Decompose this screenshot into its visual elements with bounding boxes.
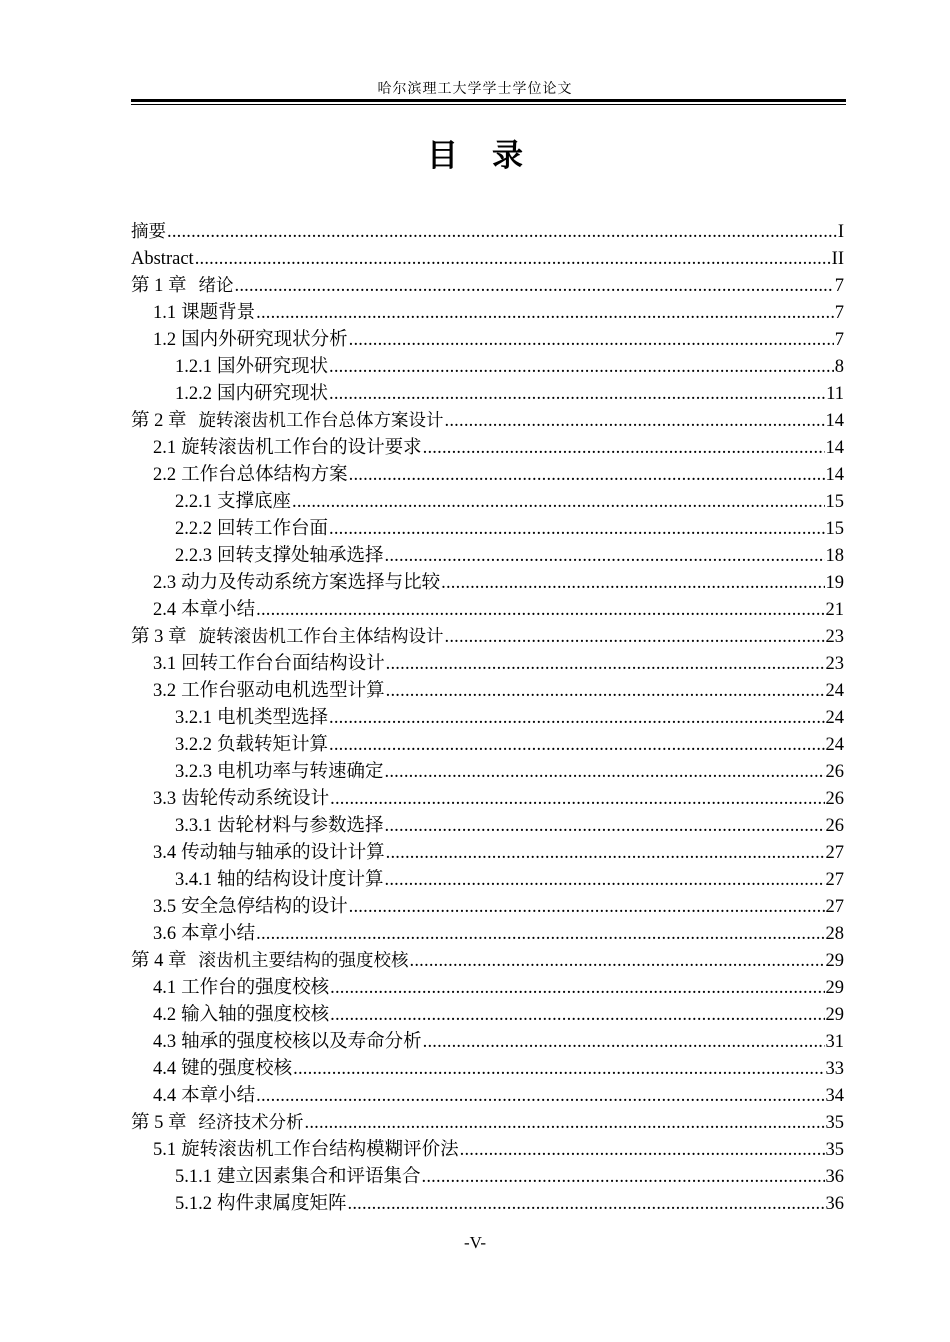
- toc-dot-leader: [329, 705, 824, 732]
- toc-entry[interactable]: [131, 867, 844, 894]
- toc-entry[interactable]: [131, 489, 844, 516]
- toc-entry[interactable]: [131, 1137, 844, 1164]
- toc-entry-number: 第 1 章: [131, 276, 187, 296]
- toc-entry-title: 传动轴与轴承的设计计算: [181, 843, 385, 863]
- table-of-contents: [131, 219, 844, 1218]
- toc-entry-title: 轴承的强度校核以及寿命分析: [181, 1032, 422, 1052]
- toc-dot-leader: [410, 948, 825, 975]
- toc-dot-leader: [386, 651, 825, 678]
- toc-dot-leader: [305, 1110, 825, 1137]
- toc-entry[interactable]: [131, 705, 844, 732]
- toc-dot-leader: [385, 867, 825, 894]
- toc-dot-leader: [348, 1191, 825, 1218]
- toc-entry-number: 3.4: [153, 843, 177, 863]
- toc-entry-title: 回转工作台台面结构设计: [181, 654, 385, 674]
- toc-dot-leader: [349, 462, 825, 489]
- toc-dot-leader: [293, 1056, 824, 1083]
- toc-dot-leader: [330, 975, 824, 1002]
- toc-entry-title: 绪论: [198, 276, 234, 296]
- toc-entry[interactable]: [131, 543, 844, 570]
- toc-dot-leader: [329, 732, 824, 759]
- toc-entry-number: 第 5 章: [131, 1113, 187, 1133]
- toc-entry-title: 支撑底座: [217, 492, 292, 512]
- toc-entry[interactable]: [131, 975, 844, 1002]
- toc-dot-leader: [386, 840, 825, 867]
- toc-entry[interactable]: [131, 786, 844, 813]
- toc-entry[interactable]: [131, 1083, 844, 1110]
- toc-entry[interactable]: [131, 732, 844, 759]
- page-title: 目录: [427, 138, 557, 174]
- toc-entry-page: 24: [825, 681, 844, 701]
- toc-entry-number: 1.2.2: [175, 384, 212, 404]
- toc-dot-leader: [330, 1002, 824, 1029]
- toc-entry-title: 输入轴的强度校核: [181, 1005, 330, 1025]
- toc-entry-number: 3.2.1: [175, 708, 212, 728]
- toc-dot-leader: [445, 624, 825, 651]
- toc-dot-leader: [330, 786, 824, 813]
- toc-entry-title: 旋转滚齿机工作台的设计要求: [181, 438, 422, 458]
- toc-entry-title: 经济技术分析: [198, 1113, 304, 1133]
- toc-entry-page: 14: [825, 411, 844, 431]
- toc-dot-leader: [385, 759, 825, 786]
- toc-dot-leader: [422, 1164, 825, 1191]
- toc-entry-title: 齿轮材料与参数选择: [217, 816, 384, 836]
- toc-entry-number: 5.1.1: [175, 1167, 212, 1187]
- toc-entry-title: 本章小结: [181, 924, 256, 944]
- toc-entry[interactable]: [131, 570, 844, 597]
- toc-entry[interactable]: [131, 1056, 844, 1083]
- toc-entry[interactable]: [131, 219, 844, 246]
- toc-entry-title: 安全急停结构的设计: [181, 897, 348, 917]
- toc-entry-number: 3.3: [153, 789, 177, 809]
- toc-dot-leader: [329, 381, 825, 408]
- toc-entry-number: 2.3: [153, 573, 177, 593]
- toc-entry-title: 构件隶属度矩阵: [217, 1194, 347, 1214]
- toc-entry-page: 24: [825, 735, 844, 755]
- toc-entry-page: 33: [825, 1059, 844, 1079]
- toc-entry-title: 旋转滚齿机工作台结构模糊评价法: [181, 1140, 459, 1160]
- toc-dot-leader: [441, 570, 824, 597]
- toc-entry[interactable]: [131, 624, 844, 651]
- toc-entry-number: 1.1: [153, 303, 177, 323]
- toc-entry-page: I: [837, 222, 844, 242]
- toc-entry-number: 3.2.2: [175, 735, 212, 755]
- toc-entry-number: 2.2.3: [175, 546, 212, 566]
- toc-entry-title: 电机类型选择: [217, 708, 329, 728]
- toc-entry-page: 28: [825, 924, 844, 944]
- toc-entry-number: 4.1: [153, 978, 177, 998]
- toc-entry-number: 第 2 章: [131, 411, 187, 431]
- toc-entry-number: 4.2: [153, 1005, 177, 1025]
- toc-entry-title: 轴的结构设计度计算: [217, 870, 384, 890]
- toc-entry-page: 35: [825, 1113, 844, 1133]
- toc-entry-title: 本章小结: [181, 600, 256, 620]
- toc-entry[interactable]: [131, 300, 844, 327]
- toc-entry[interactable]: [131, 894, 844, 921]
- toc-entry-page: 21: [825, 600, 844, 620]
- toc-entry[interactable]: [131, 1002, 844, 1029]
- toc-entry[interactable]: [131, 1029, 844, 1056]
- header-rule-thin: [131, 104, 846, 105]
- toc-entry-title: 滚齿机主要结构的强度校核: [198, 951, 409, 971]
- toc-dot-leader: [385, 543, 825, 570]
- toc-entry[interactable]: [131, 354, 844, 381]
- toc-entry-title: 工作台的强度校核: [181, 978, 330, 998]
- toc-entry[interactable]: [131, 327, 844, 354]
- toc-entry-page: 27: [825, 870, 844, 890]
- toc-entry[interactable]: [131, 651, 844, 678]
- toc-entry-page: 29: [825, 978, 844, 998]
- toc-entry-page: 29: [825, 1005, 844, 1025]
- toc-entry-title: 回转工作台面: [217, 519, 329, 539]
- toc-entry-title: 电机功率与转速确定: [217, 762, 384, 782]
- toc-entry-title: 工作台总体结构方案: [181, 465, 348, 485]
- toc-entry-title: 旋转滚齿机工作台总体方案设计: [198, 411, 444, 431]
- toc-entry-page: 7: [834, 303, 844, 323]
- toc-entry-page: II: [831, 249, 844, 269]
- toc-dot-leader: [256, 597, 824, 624]
- toc-entry-title: 动力及传动系统方案选择与比较: [181, 573, 441, 593]
- toc-entry-title: 课题背景: [181, 303, 256, 323]
- toc-entry-title: 旋转滚齿机工作台主体结构设计: [198, 627, 444, 647]
- toc-entry-number: 4.3: [153, 1032, 177, 1052]
- toc-entry-title: 齿轮传动系统设计: [181, 789, 330, 809]
- toc-entry[interactable]: [131, 759, 844, 786]
- toc-dot-leader: [445, 408, 825, 435]
- toc-entry-title: 建立因素集合和评语集合: [217, 1167, 421, 1187]
- toc-dot-leader: [329, 516, 824, 543]
- toc-dot-leader: [460, 1137, 825, 1164]
- toc-dot-leader: [386, 678, 825, 705]
- toc-dot-leader: [329, 354, 834, 381]
- toc-entry[interactable]: [131, 597, 844, 624]
- toc-entry-page: 18: [825, 546, 844, 566]
- toc-entry-number: 4.4: [153, 1059, 177, 1079]
- toc-entry-page: 14: [825, 465, 844, 485]
- toc-entry-page: 36: [825, 1194, 844, 1214]
- toc-entry-page: 35: [825, 1140, 844, 1160]
- toc-entry-title: 国内研究现状: [217, 384, 329, 404]
- toc-entry-number: 3.2: [153, 681, 177, 701]
- page-number: -V-: [463, 1233, 487, 1252]
- toc-entry[interactable]: [131, 921, 844, 948]
- toc-entry-page: 36: [825, 1167, 844, 1187]
- toc-entry-title: 本章小结: [181, 1086, 256, 1106]
- toc-entry-number: 1.2.1: [175, 357, 212, 377]
- toc-entry[interactable]: [131, 840, 844, 867]
- toc-dot-leader: [423, 435, 825, 462]
- toc-entry-page: 15: [825, 519, 844, 539]
- running-header: 哈尔滨理工大学学士学位论文: [377, 82, 573, 97]
- toc-entry[interactable]: [131, 408, 844, 435]
- toc-entry-page: 29: [825, 951, 844, 971]
- toc-entry-number: 2.2.1: [175, 492, 212, 512]
- toc-entry[interactable]: [131, 435, 844, 462]
- toc-entry-number: 第 3 章: [131, 627, 187, 647]
- toc-entry[interactable]: [131, 246, 844, 273]
- toc-entry-number: 3.3.1: [175, 816, 212, 836]
- toc-entry[interactable]: [131, 381, 844, 408]
- toc-entry-number: 5.1: [153, 1140, 177, 1160]
- toc-dot-leader: [349, 327, 834, 354]
- toc-entry[interactable]: [131, 813, 844, 840]
- toc-entry-page: 7: [834, 276, 844, 296]
- header-rule-thick: [131, 99, 846, 102]
- toc-entry-page: 31: [825, 1032, 844, 1052]
- toc-entry-number: 2.2.2: [175, 519, 212, 539]
- toc-entry-page: 8: [834, 357, 844, 377]
- toc-dot-leader: [292, 489, 824, 516]
- toc-entry-number: 2.4: [153, 600, 177, 620]
- toc-entry[interactable]: [131, 516, 844, 543]
- toc-entry-number: 3.6: [153, 924, 177, 944]
- toc-dot-leader: [235, 273, 834, 300]
- toc-entry-page: 27: [825, 843, 844, 863]
- toc-dot-leader: [256, 1083, 824, 1110]
- toc-entry-title: 键的强度校核: [181, 1059, 293, 1079]
- toc-entry-page: 27: [825, 897, 844, 917]
- toc-entry-page: 26: [825, 816, 844, 836]
- toc-entry-page: 23: [825, 654, 844, 674]
- toc-entry-number: 3.2.3: [175, 762, 212, 782]
- toc-entry-page: 26: [825, 789, 844, 809]
- toc-entry-page: 19: [825, 573, 844, 593]
- toc-entry-number: 2.2: [153, 465, 177, 485]
- toc-entry-title: 工作台驱动电机选型计算: [181, 681, 385, 701]
- toc-entry-number: 3.5: [153, 897, 177, 917]
- toc-entry[interactable]: [131, 1164, 844, 1191]
- toc-entry-number: 4.4: [153, 1086, 177, 1106]
- toc-entry-page: 15: [825, 492, 844, 512]
- toc-entry-page: 24: [825, 708, 844, 728]
- toc-entry-number: 5.1.2: [175, 1194, 212, 1214]
- toc-entry-title: 摘要: [131, 222, 166, 242]
- toc-entry-number: 3.4.1: [175, 870, 212, 890]
- toc-entry-title: 国内外研究现状分析: [181, 330, 348, 350]
- toc-dot-leader: [256, 921, 824, 948]
- toc-dot-leader: [349, 894, 825, 921]
- toc-entry[interactable]: [131, 948, 844, 975]
- toc-entry-page: 23: [825, 627, 844, 647]
- toc-dot-leader: [423, 1029, 825, 1056]
- toc-entry[interactable]: [131, 273, 844, 300]
- toc-entry-page: 26: [825, 762, 844, 782]
- toc-entry-title: 国外研究现状: [217, 357, 329, 377]
- toc-entry[interactable]: [131, 1191, 844, 1218]
- toc-dot-leader: [195, 246, 831, 273]
- toc-entry-page: 14: [825, 438, 844, 458]
- toc-entry-page: 7: [834, 330, 844, 350]
- toc-entry[interactable]: [131, 678, 844, 705]
- toc-entry-number: 第 4 章: [131, 951, 187, 971]
- toc-entry-title: 负载转矩计算: [217, 735, 329, 755]
- toc-entry-title: 回转支撑处轴承选择: [217, 546, 384, 566]
- toc-entry-page: 11: [826, 384, 844, 404]
- toc-entry-page: 34: [825, 1086, 844, 1106]
- toc-entry-number: 2.1: [153, 438, 177, 458]
- toc-dot-leader: [256, 300, 834, 327]
- toc-entry-title: Abstract: [131, 249, 194, 269]
- toc-entry-number: 3.1: [153, 654, 177, 674]
- toc-dot-leader: [385, 813, 825, 840]
- toc-entry[interactable]: [131, 1110, 844, 1137]
- toc-entry[interactable]: [131, 462, 844, 489]
- toc-dot-leader: [167, 219, 837, 246]
- toc-entry-number: 1.2: [153, 330, 177, 350]
